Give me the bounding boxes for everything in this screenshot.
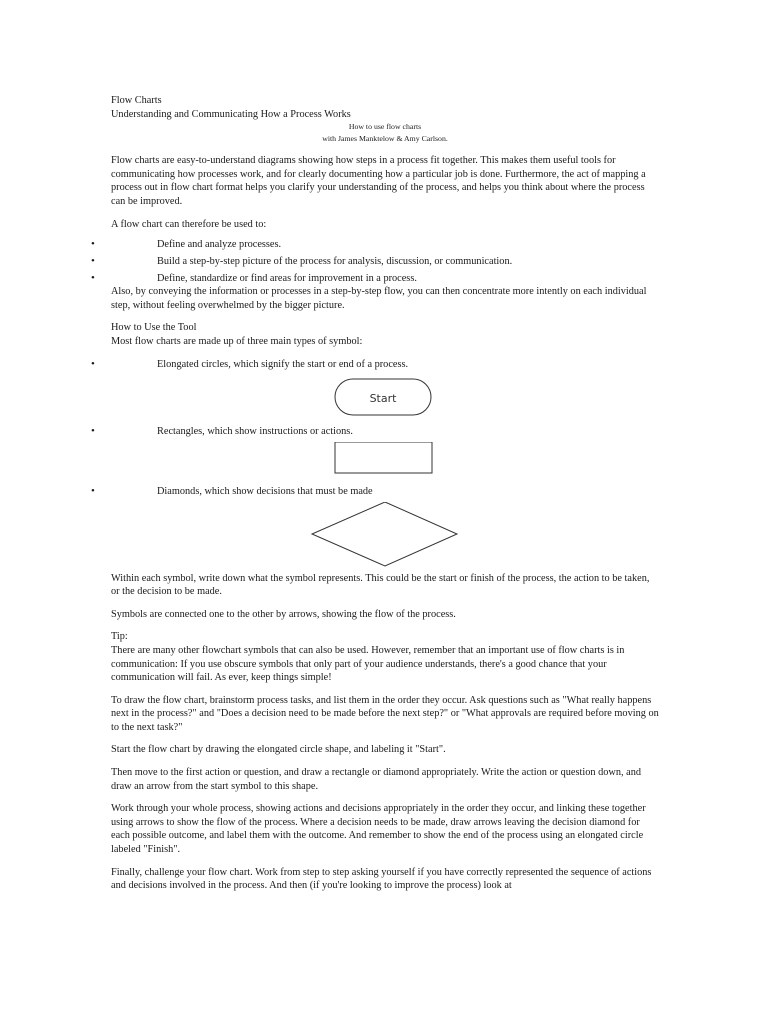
- rectangle-shape: [335, 442, 432, 473]
- final-paragraph: Finally, challenge your flow chart. Work from step to step asking yourself if you have correctly represented the sequence of actions and decisions involved in the process. And then (if you're looking to improve the process) look at: [111, 866, 652, 892]
- diamond-symbol-row: [111, 502, 659, 572]
- list-item: • Build a step-by-step picture of the process for analysis, discussion, or communication.: [91, 255, 513, 268]
- howto-intro: Most flow charts are made up of three main types of symbol:: [111, 335, 363, 347]
- bullet-icon: •: [91, 272, 95, 285]
- oval-symbol: [111, 375, 659, 419]
- draw-paragraph: To draw the flow chart, brainstorm process tasks, and list them in the order they occur. Ask questions such as "What really happens next in the process?" and "Does a decision need to be made before the next step?" or "What approvals are required before moving on to the next task?": [111, 694, 659, 733]
- list-item: • Rectangles, which show instructions or actions.: [91, 424, 353, 437]
- bullet-icon: •: [91, 238, 95, 251]
- document-body: [91, 94, 659, 893]
- bullet-icon: •: [91, 484, 95, 497]
- used-to-paragraph: A flow chart can therefore be used to:: [111, 218, 267, 230]
- document-subtitle: Understanding and Communicating How a Process Works: [111, 108, 351, 120]
- byline-line-1: How to use flow charts: [348, 122, 422, 132]
- intro-paragraph: Flow charts are easy-to-understand diagrams showing how steps in a process fit together. This makes them useful tools for communicating how processes work, and for clearly documenting how a particular job is done. Furthermore, the act of mapping a process out in flow chart format helps you clarify your understanding of the process, and helps you think about where the process can be improved.: [111, 155, 646, 207]
- bullet-icon: •: [91, 357, 95, 370]
- tip-paragraph: There are many other flowchart symbols that can also be used. However, remember that an important use of flow charts is in communication: If you use obscure symbols that only part of your audience understands, there's a good chance that your communication will fail. As ever, keep things simple!: [111, 644, 625, 684]
- list-item: • Define and analyze processes.: [91, 238, 282, 251]
- rectangle-symbol-row: [111, 442, 659, 482]
- oval-symbol-row: [111, 375, 659, 419]
- symbols-list-2: [91, 424, 659, 442]
- howto-heading: How to Use the Tool: [111, 322, 197, 334]
- document-title: Flow Charts: [111, 95, 162, 106]
- list-item: • Diamonds, which show decisions that must be made: [91, 484, 373, 497]
- also-paragraph: Also, by conveying the information or processes in a step-by-step flow, you can then concentrate more intently on each individual step, without feeling overwhelmed by the bigger picture.: [111, 286, 647, 311]
- work-paragraph: Work through your whole process, showing actions and decisions appropriately in the order they occur, and linking these together using arrows to show the flow of the process. Where a decision needs to be made, draw arrows leaving the decision diamond for each possible outcome, and label them with the outcome. And remember to show the end of the process using an elongated circle labeled "Finish".: [111, 803, 646, 856]
- start-oval-label: Start: [369, 391, 397, 405]
- tip-label: Tip:: [111, 631, 128, 643]
- diamond-symbol: [111, 502, 659, 572]
- byline-line-2: with James Manktelow & Amy Carlson.: [322, 134, 448, 144]
- list-item: • Define, standardize or find areas for improvement in a process.: [91, 272, 417, 285]
- symbols-list: [91, 357, 659, 375]
- then-paragraph: Then move to the first action or question, and draw a rectangle or diamond appropriately. Write the action or question down, and draw an arrow from the start symbol to this shape.: [111, 767, 642, 792]
- connected-paragraph: Symbols are connected one to the other by arrows, showing the flow of the process.: [111, 608, 456, 620]
- within-paragraph: Within each symbol, write down what the symbol represents. This could be the start or finish of the process, the action to be taken, or the decision to be made.: [111, 572, 650, 598]
- symbols-list-3: [91, 484, 659, 502]
- diamond-shape: [312, 502, 457, 566]
- bullet-icon: •: [91, 255, 95, 268]
- bullet-icon: •: [91, 424, 95, 437]
- rectangle-symbol: [111, 442, 659, 482]
- start-paragraph: Start the flow chart by drawing the elongated circle shape, and labeling it "Start".: [111, 744, 446, 756]
- uses-list: [91, 238, 659, 285]
- list-item: • Elongated circles, which signify the start or end of a process.: [91, 357, 409, 370]
